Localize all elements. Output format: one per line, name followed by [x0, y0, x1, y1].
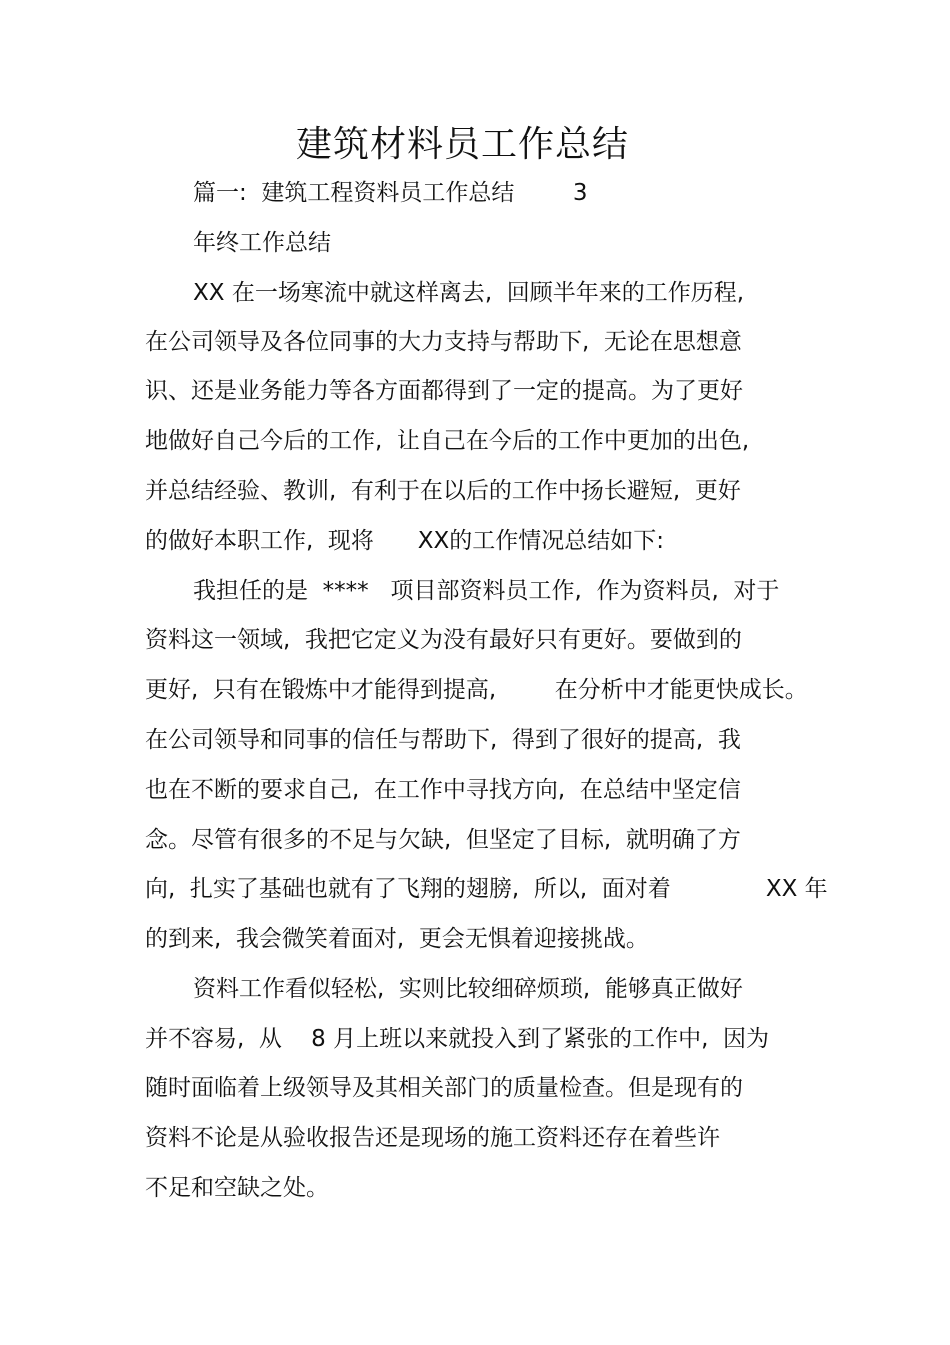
paragraph-1-line-3: 识、还是业务能力等各方面都得到了一定的提高。为了更好: [145, 378, 743, 404]
paragraph-3-line-5: 不足和空缺之处。: [145, 1175, 329, 1201]
paragraph-1-line-4: 地做好自己今后的工作, 让自己在今后的工作中更加的出色,: [145, 428, 750, 454]
paragraph-3-line-2: 并不容易, 从 8 月上班以来就投入到了紧张的工作中, 因为: [145, 1026, 770, 1052]
paragraph-1-line-6: 的做好本职工作, 现将 XX的工作情况总结如下:: [145, 528, 665, 554]
paragraph-3-line-4: 资料不论是从验收报告还是现场的施工资料还存在着些许: [145, 1125, 720, 1151]
paragraph-2-line-6: 念。尽管有很多的不足与欠缺, 但坚定了目标, 就明确了方: [145, 827, 741, 853]
paragraph-1-line-5: 并总结经验、教训, 有利于在以后的工作中扬长避短, 更好: [145, 478, 741, 504]
paragraph-3-line-3: 随时面临着上级领导及其相关部门的质量检查。但是现有的: [145, 1075, 743, 1101]
paragraph-2-line-4: 在公司领导和同事的信任与帮助下, 得到了很好的提高, 我: [145, 727, 741, 753]
paragraph-1-line-2: 在公司领导及各位同事的大力支持与帮助下, 无论在思想意: [145, 329, 742, 355]
paragraph-2-line-7: 向, 扎实了基础也就有了飞翔的翅膀, 所以, 面对着 XX 年: [145, 876, 828, 902]
paragraph-2-line-5: 也在不断的要求自己, 在工作中寻找方向, 在总结中坚定信: [145, 777, 741, 803]
paragraph-2-line-2: 资料这一领域, 我把它定义为没有最好只有更好。要做到的: [145, 627, 742, 653]
paragraph-1-line-1: XX 在一场寒流中就这样离去, 回顾半年来的工作历程,: [193, 280, 745, 306]
subtitle-line: 篇一: 建筑工程资料员工作总结 3: [193, 180, 588, 206]
section-heading-line: 年终工作总结: [193, 230, 331, 256]
paragraph-2-line-3: 更好, 只有在锻炼中才能得到提高, 在分析中才能更快成长。: [145, 677, 808, 703]
paragraph-3-line-1: 资料工作看似轻松, 实则比较细碎烦琐, 能够真正做好: [193, 976, 743, 1002]
document-title: 建筑材料员工作总结: [295, 124, 629, 165]
paragraph-2-line-1: 我担任的是 **** 项目部资料员工作, 作为资料员, 对于: [193, 578, 780, 604]
paragraph-2-line-8: 的到来, 我会微笑着面对, 更会无惧着迎接挑战。: [145, 926, 649, 952]
